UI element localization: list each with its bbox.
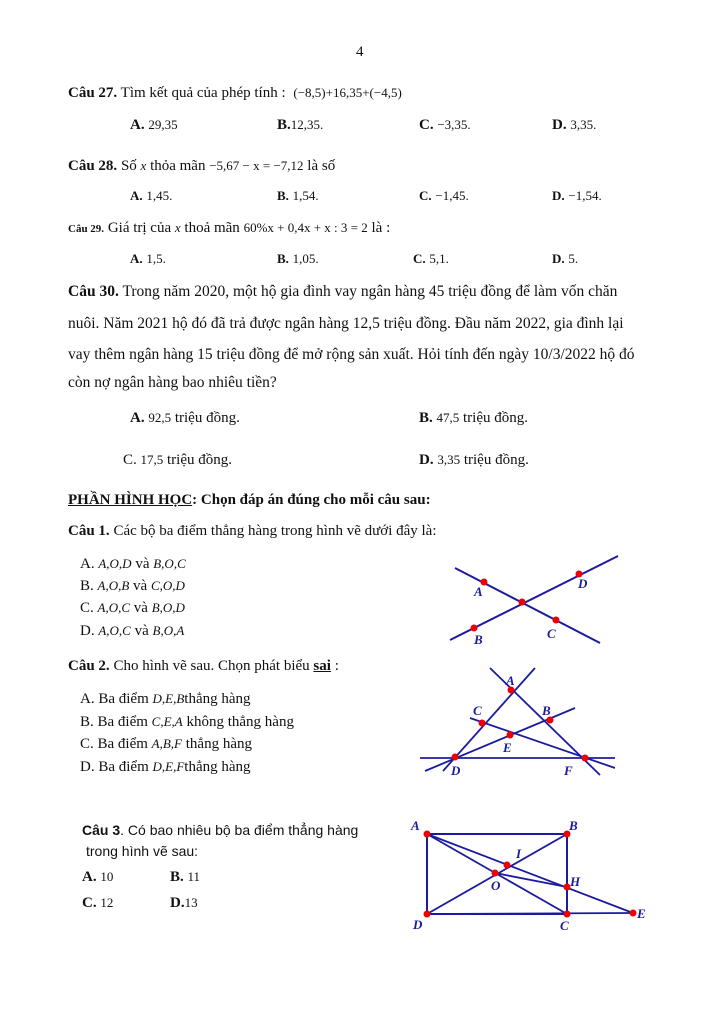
option-a[interactable]: A. Ba điểm D,E,Bthẳng hàng	[80, 691, 251, 707]
question-27	[68, 85, 402, 102]
label-c: C	[473, 703, 482, 718]
label-c: C	[560, 918, 569, 933]
question-30-line-3: vay thêm ngân hàng 15 triệu đồng để mở rộng sản xuất. Hỏi tính đến ngày 10/3/2022 hộ đó	[68, 346, 635, 363]
option-a[interactable]: A. 92,5 triệu đồng.	[130, 410, 240, 426]
option-a[interactable]: A. 10	[82, 869, 114, 885]
option-b[interactable]: B. A,O,B và C,O,D	[80, 578, 185, 594]
line-de	[427, 913, 633, 914]
point-e	[630, 910, 637, 917]
option-c[interactable]: C. 5,1.	[413, 251, 449, 266]
label-d: D	[451, 763, 461, 778]
option-c[interactable]: C. 17,5 triệu đồng.	[123, 452, 233, 468]
question-28: Câu 28. Số x thỏa mãn −5,67 − x = −7,12 là số	[68, 158, 336, 174]
label-e: E	[637, 906, 646, 921]
question-label: Câu 27.	[68, 85, 118, 101]
point-o	[492, 870, 499, 877]
label-h: H	[570, 874, 581, 889]
geometry-question-1: Câu 1. Các bộ ba điểm thẳng hàng trong hình vẽ dưới đây là:	[68, 523, 437, 539]
option-b[interactable]: B. Ba điểm C,E,A không thẳng hàng	[80, 714, 294, 730]
option-a[interactable]: A. 1,5.	[130, 251, 166, 266]
math-expression: (−8,5)+16,35+(−4,5)	[293, 85, 402, 100]
figure-3-diagram	[405, 812, 665, 942]
question-text: Tìm kết quả của phép tính :	[120, 85, 286, 101]
math-expression: −5,67 − x = −7,12	[209, 158, 304, 173]
line-ae	[427, 834, 633, 913]
label-i: I	[516, 846, 522, 861]
question-label: Câu 29.	[68, 223, 105, 235]
label-b: B	[474, 632, 483, 647]
point-d	[452, 754, 459, 761]
point-c	[479, 720, 486, 727]
question-29: Câu 29. Giá trị của x thoả mãn 60%x + 0,4x + x : 3 = 2 là :	[68, 220, 391, 236]
label-a: A	[474, 584, 483, 599]
point-c	[553, 617, 560, 624]
option-d[interactable]: D. 3,35 triệu đồng.	[419, 452, 529, 468]
question-30-line-2: nuôi. Năm 2021 hộ đó đã trả được ngân hàng 12,5 triệu đồng. Đầu năm 2022, gia đình lại	[68, 315, 624, 332]
point-c	[564, 911, 571, 918]
section-heading: PHẦN HÌNH HỌC: Chọn đáp án đúng cho mỗi câu sau:	[68, 492, 431, 508]
option-d[interactable]: D. 5.	[552, 251, 579, 266]
option-c[interactable]: C. −1,45.	[419, 188, 469, 203]
label-a: A	[506, 673, 515, 688]
option-a[interactable]: A. 1,45.	[130, 188, 173, 203]
point-e	[507, 732, 514, 739]
question-30-line-1: Câu 30. Trong năm 2020, một hộ gia đình vay ngân hàng 45 triệu đồng để làm vốn chăn	[68, 283, 618, 300]
option-d[interactable]: D. −1,54.	[552, 188, 602, 203]
label-d: D	[413, 917, 423, 932]
question-label: Câu 28.	[68, 158, 118, 174]
question-label: Câu 30.	[68, 283, 119, 300]
line-db	[425, 708, 575, 771]
label-f: F	[564, 763, 573, 778]
option-c[interactable]: C. A,O,C và B,O,D	[80, 600, 185, 616]
point-i	[504, 862, 511, 869]
label-c: C	[547, 626, 556, 641]
option-a[interactable]: A. 29,35	[130, 117, 178, 133]
option-b[interactable]: B. 47,5 triệu đồng.	[419, 410, 529, 426]
point-d	[424, 911, 431, 918]
label-b: B	[569, 818, 578, 833]
label-e: E	[503, 740, 512, 755]
geometry-question-3: Câu 3. Có bao nhiêu bộ ba điểm thẳng hàng	[82, 822, 359, 838]
label-a: A	[411, 818, 420, 833]
point-a	[424, 831, 431, 838]
point-b	[471, 625, 478, 632]
option-d[interactable]: D.13	[170, 895, 198, 911]
label-d: D	[578, 576, 588, 591]
option-b[interactable]: B. 1,54.	[277, 188, 319, 203]
option-c[interactable]: C. −3,35.	[419, 117, 471, 133]
point-o	[519, 599, 526, 606]
option-d[interactable]: D. Ba điểm D,E,Fthẳng hàng	[80, 759, 251, 775]
geometry-question-2: Câu 2. Cho hình vẽ sau. Chọn phát biểu sai :	[68, 658, 339, 674]
page-number: 4	[356, 44, 364, 60]
option-b[interactable]: B.12,35.	[277, 117, 324, 133]
question-30-line-4: còn nợ ngân hàng bao nhiêu tiền?	[68, 374, 277, 391]
option-d[interactable]: D. A,O,C và B,O,A	[80, 623, 185, 639]
option-a[interactable]: A. A,O,D và B,O,C	[80, 556, 186, 572]
option-c[interactable]: C. Ba điểm A,B,F thẳng hàng	[80, 736, 252, 752]
label-b: B	[542, 703, 551, 718]
option-c[interactable]: C. 12	[82, 895, 114, 911]
figure-2-diagram	[415, 663, 615, 783]
label-o: O	[491, 878, 501, 893]
option-b[interactable]: B. 11	[170, 869, 201, 885]
option-b[interactable]: B. 1,05.	[277, 251, 319, 266]
figure-1-diagram	[430, 548, 630, 648]
option-d[interactable]: D. 3,35.	[552, 117, 597, 133]
geometry-question-3-line-2: trong hình vẽ sau:	[86, 843, 199, 859]
math-expression: 60%x + 0,4x + x : 3 = 2	[243, 220, 368, 235]
point-f	[582, 755, 589, 762]
